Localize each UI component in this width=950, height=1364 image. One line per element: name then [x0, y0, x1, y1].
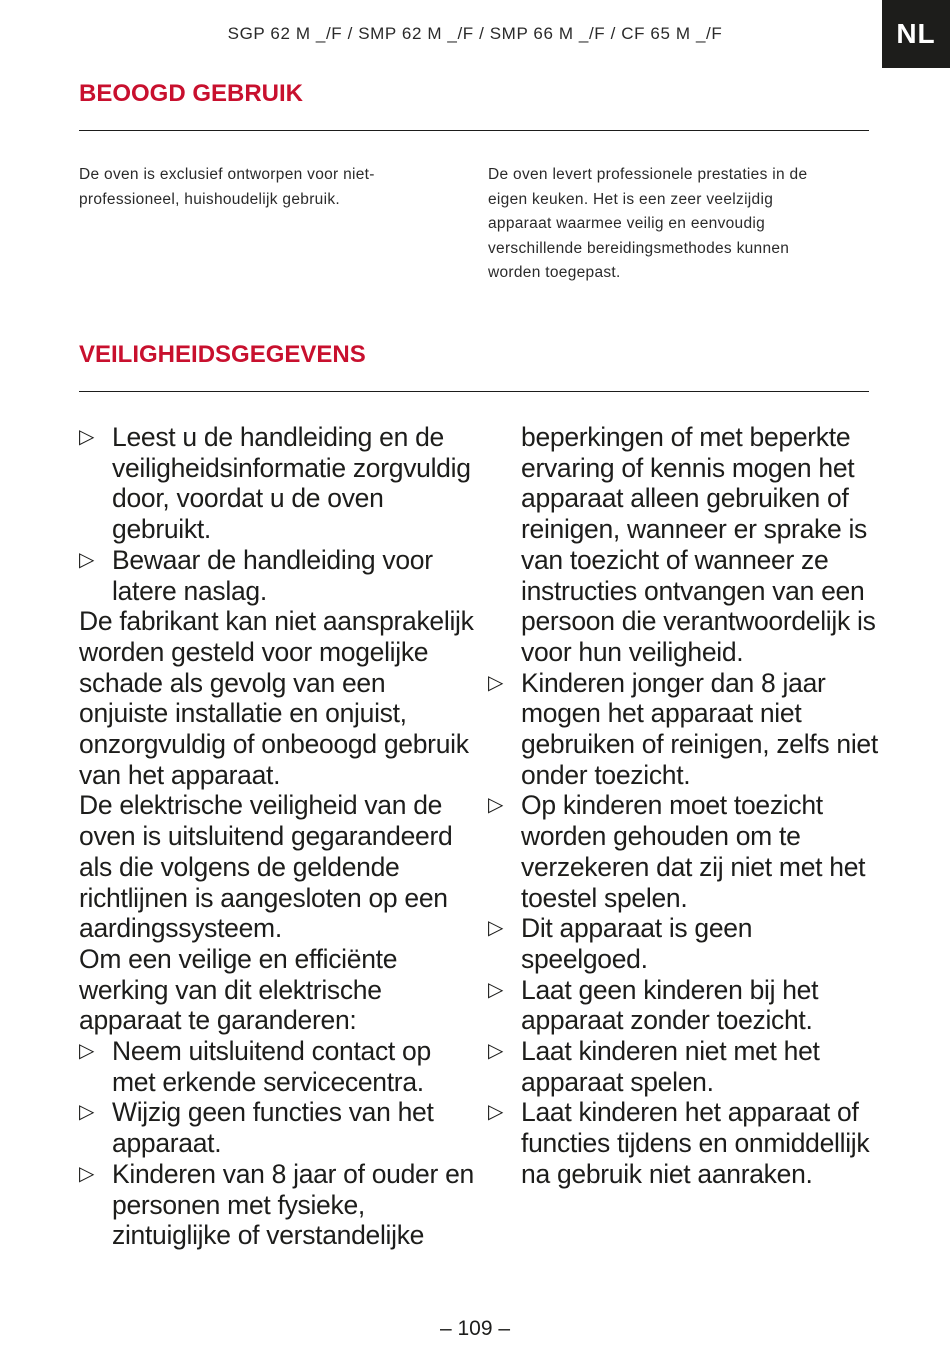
bullet-item — [488, 913, 883, 974]
triangle-bullet-icon: ▷ — [79, 426, 95, 448]
bullet-text: Bewaar de handleiding voor latere naslag. — [112, 544, 433, 606]
bullet-text: Laat kinderen niet met het apparaat spelen. — [521, 1036, 820, 1097]
safety-paragraph: Om een veilige en efficiënte werking van dit elektrische apparaat te garanderen: — [79, 943, 398, 1036]
bullet-text: Laat geen kinderen bij het apparaat zonder toezicht. — [521, 974, 819, 1036]
model-list-header: SGP 62 M _/F / SMP 62 M _/F / SMP 66 M _/F / CF 65 M _/F — [227, 24, 723, 43]
bullet-item — [79, 545, 474, 606]
triangle-bullet-icon: ▷ — [488, 917, 504, 940]
triangle-bullet-icon: ▷ — [79, 1162, 95, 1185]
page-number: – 109 – — [439, 1317, 511, 1340]
bullet-text: Kinderen van 8 jaar of ouder en personen met fysieke, zintuiglijke of verstandelijke — [112, 1158, 474, 1251]
triangle-bullet-icon: ▷ — [488, 1101, 504, 1124]
bullet-text: Neem uitsluitend contact op met erkende servicecentra. — [112, 1036, 431, 1097]
section-divider — [79, 130, 869, 131]
triangle-bullet-icon: ▷ — [79, 1040, 95, 1063]
triangle-bullet-icon: ▷ — [488, 794, 504, 817]
intended-use-text-left: De oven is exclusief ontworpen voor niet-professioneel, huishoudelijk gebruik. — [79, 166, 375, 208]
bullet-text: Wijzig geen functies van het apparaat. — [112, 1097, 434, 1159]
bullet-continuation-text: beperkingen of met beperkte ervaring of kennis mogen het apparaat alleen gebruiken of reinigen, wanneer er sprake is van toezicht of wanneer ze instructies ontvangen van een persoon die verantwoordelijk is voor hun veiligheid. — [521, 422, 876, 667]
bullet-text: Kinderen jonger dan 8 jaar mogen het apparaat niet gebruiken of reinigen, zelfs niet onder toezicht. — [521, 667, 878, 790]
bullet-text: Dit apparaat is geen speelgoed. — [521, 913, 753, 974]
intended-use-left-column — [79, 163, 429, 212]
triangle-bullet-icon: ▷ — [488, 978, 504, 1001]
safety-paragraph: De fabrikant kan niet aansprakelijk worden gesteld voor mogelijke schade als gevolg van een onjuiste installatie en onjuist, onzorgvuldig of onbeoogd gebruik van het apparaat. — [79, 606, 474, 790]
section-divider — [79, 391, 869, 392]
bullet-item — [79, 422, 474, 545]
bullet-item — [488, 1097, 883, 1189]
bullet-item — [79, 1159, 474, 1251]
safety-right-column — [488, 422, 883, 1190]
intended-use-text-right: De oven levert professionele prestaties in de eigen keuken. Het is een zeer veelzijdig apparaat waarmee veilig en eenvoudig verschillende bereidingsmethodes kunnen worden toegepast. — [488, 166, 808, 281]
bullet-item — [79, 1097, 474, 1158]
bullet-item — [488, 668, 883, 791]
section-title-intended-use: BEOOGD GEBRUIK — [79, 80, 304, 107]
bullet-item — [488, 975, 883, 1036]
safety-left-column — [79, 422, 474, 1251]
bullet-item — [488, 1036, 883, 1097]
triangle-bullet-icon: ▷ — [79, 548, 95, 571]
bullet-text: Leest u de handleiding en de veiligheidsinformatie zorgvuldig door, voordat u de oven gebruikt. — [112, 422, 471, 545]
safety-paragraph: De elektrische veiligheid van de oven is uitsluitend gegarandeerd als die volgens de geldende richtlijnen is aangesloten op een aardingssysteem. — [79, 790, 453, 944]
triangle-bullet-icon: ▷ — [488, 671, 504, 694]
bullet-item — [488, 790, 883, 913]
triangle-bullet-icon: ▷ — [79, 1101, 95, 1124]
intended-use-right-column — [488, 163, 838, 286]
language-badge: NL — [882, 0, 950, 68]
bullet-text: Laat kinderen het apparaat of functies tijdens en onmiddellijk na gebruik niet aanraken. — [521, 1097, 870, 1189]
bullet-item — [79, 1036, 474, 1097]
section-title-safety: VEILIGHEIDSGEGEVENS — [79, 341, 366, 368]
triangle-bullet-icon: ▷ — [488, 1040, 504, 1063]
bullet-text: Op kinderen moet toezicht worden gehouden om te verzekeren dat zij niet met het toestel spelen. — [521, 790, 866, 913]
